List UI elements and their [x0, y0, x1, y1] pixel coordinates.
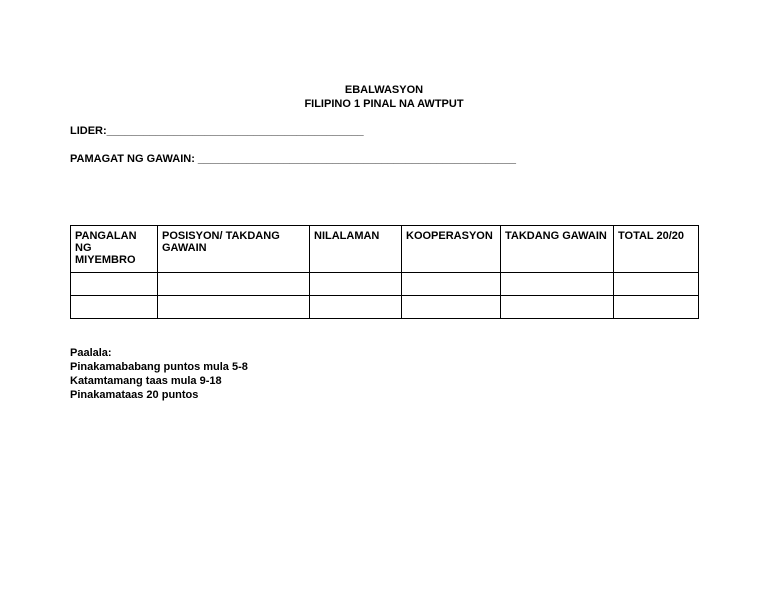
- header-nilalaman: NILALAMAN: [310, 226, 402, 273]
- note-line: Katamtamang taas mula 9-18: [70, 375, 222, 387]
- table-cell: [402, 273, 501, 296]
- table-cell: [158, 273, 310, 296]
- table-cell: [614, 296, 699, 319]
- note-line: Pinakamababang puntos mula 5-8: [70, 361, 248, 373]
- lider-field: LIDER:__________________________________________: [70, 125, 364, 137]
- notes-heading: Paalala:: [70, 347, 112, 359]
- table-cell: [71, 296, 158, 319]
- table-cell: [501, 273, 614, 296]
- header-takdang-gawain: TAKDANG GAWAIN: [501, 226, 614, 273]
- table-cell: [310, 273, 402, 296]
- document-subtitle: FILIPINO 1 PINAL NA AWTPUT: [304, 98, 464, 110]
- header-pangalan: PANGALAN NG MIYEMBRO: [71, 226, 158, 273]
- pamagat-field: PAMAGAT NG GAWAIN: ____________________________________________________: [70, 153, 517, 165]
- header-posisyon: POSISYON/ TAKDANG GAWAIN: [158, 226, 310, 273]
- header-kooperasyon: KOOPERASYON: [402, 226, 501, 273]
- table-cell: [614, 273, 699, 296]
- table-cell: [402, 296, 501, 319]
- table-row: [71, 273, 699, 296]
- evaluation-table: [70, 225, 699, 319]
- table-cell: [310, 296, 402, 319]
- table-header-row: [71, 226, 699, 273]
- header-total: TOTAL 20/20: [614, 226, 699, 273]
- table-cell: [501, 296, 614, 319]
- table-row: [71, 296, 699, 319]
- document-title: EBALWASYON: [344, 84, 424, 96]
- table-cell: [71, 273, 158, 296]
- note-line: Pinakamataas 20 puntos: [70, 389, 199, 401]
- table-cell: [158, 296, 310, 319]
